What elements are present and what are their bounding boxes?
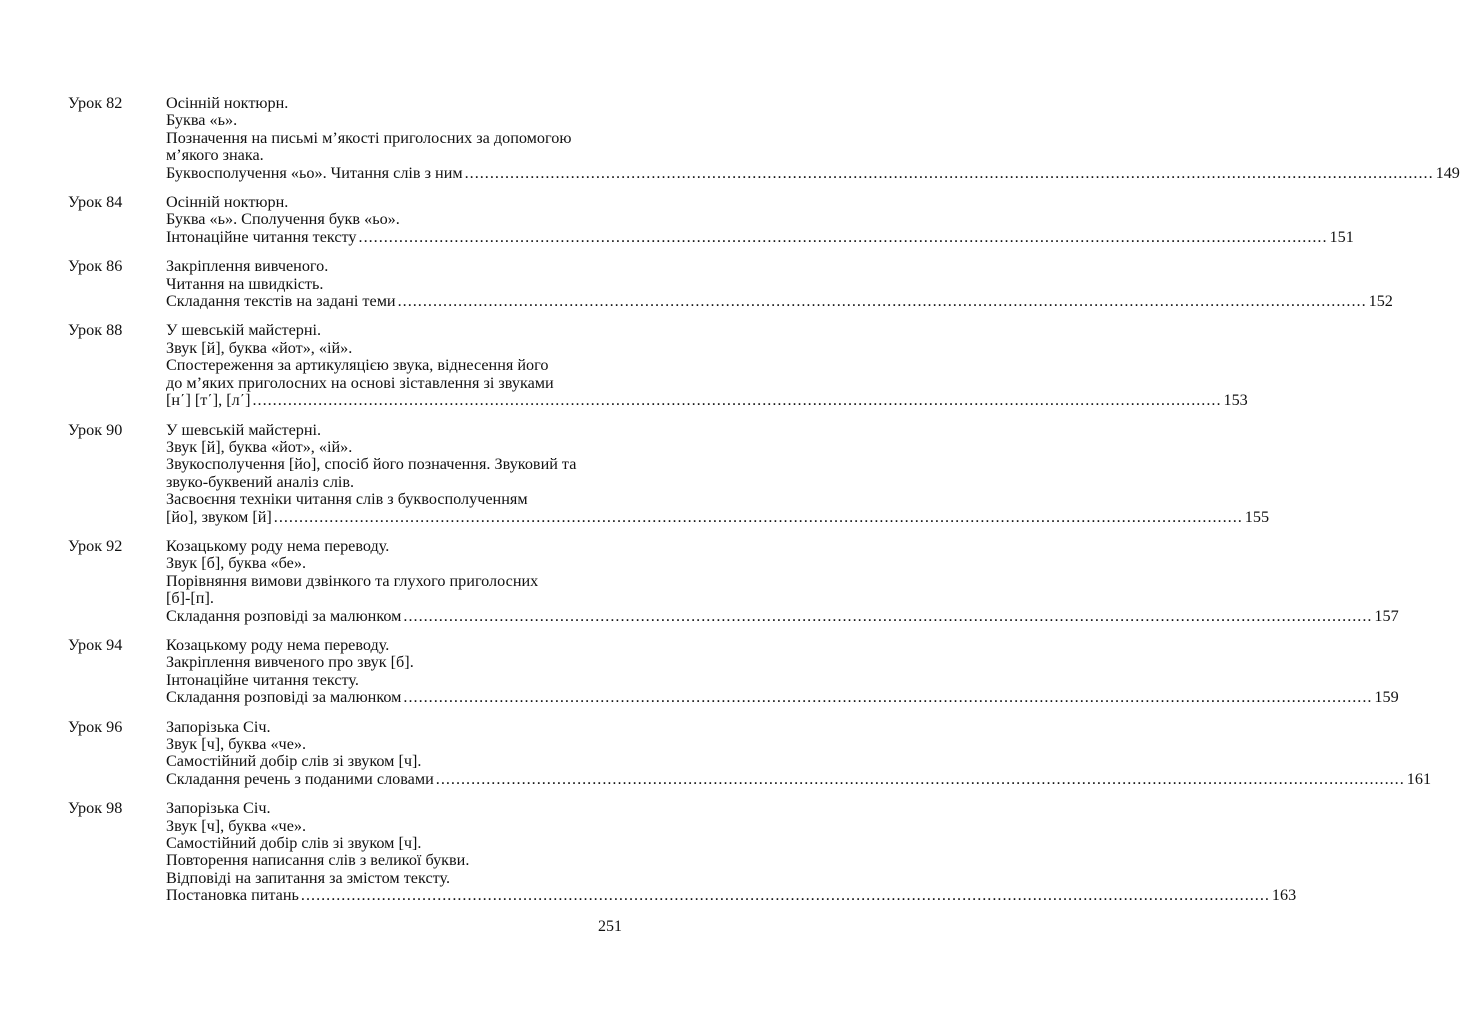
lesson-number: Урок 90	[68, 420, 123, 439]
dot-leader	[274, 509, 1243, 526]
topic-line: Буквосполучення «ьо». Читання слів з ним	[166, 163, 463, 182]
topic-line: Осінній ноктюрн.	[166, 94, 289, 112]
topic-line: Засвоєння техніки читання слів з буквосполученням	[166, 490, 528, 509]
topic-line: У шевській майстерні.	[166, 420, 322, 439]
topic-line: Порівняння вимови дзвінкого та глухого приголосних	[166, 571, 539, 590]
dot-leader	[359, 229, 1328, 246]
dot-leader	[436, 771, 1405, 788]
topic-line: Запорізька Січ.	[166, 717, 271, 736]
topic-line: Складання текстів на задані теми	[166, 292, 396, 311]
lesson-number: Урок 92	[68, 536, 123, 555]
topic-line: до м’яких приголосних на основі зіставлення зі звуками	[166, 373, 554, 392]
topic-line: Козацькому роду нема переводу.	[166, 536, 390, 555]
topic-line: [н΄] [т΄], [л΄]	[166, 391, 251, 410]
page-ref: 157	[1374, 606, 1399, 625]
topic-line: Відповіді на запитання за змістом тексту.	[166, 868, 451, 887]
topic-line: Повторення написання слів з великої букви.	[166, 851, 470, 870]
lesson-topics	[166, 258, 1393, 310]
lesson-number: Урок 94	[68, 635, 123, 654]
dot-leader	[398, 293, 1367, 310]
dot-leader	[403, 689, 1372, 706]
topic-line: Звук [б], буква «бе».	[166, 554, 306, 573]
topic-line: Звук [й], буква «йот», «ій».	[166, 338, 353, 357]
lesson-number: Урок 96	[68, 717, 123, 736]
toc-entry	[68, 420, 1270, 526]
topic-line: Самостійний добір слів зі звуком [ч].	[166, 834, 422, 853]
table-of-contents	[68, 94, 1460, 917]
topic-line: Звукосполучення [йо], спосіб його позначення. Звуковий та	[166, 455, 577, 474]
lesson-number: Урок 88	[68, 321, 123, 340]
topic-line-with-page	[166, 229, 1354, 246]
toc-entry	[68, 799, 1297, 905]
toc-entry	[68, 193, 1354, 246]
topic-line: Позначення на письмі м’якості приголосних за допомогою	[166, 128, 572, 147]
dot-leader	[301, 887, 1270, 904]
topic-line: Спостереження за артикуляцією звука, віднесення його	[166, 356, 549, 375]
page-ref: 153	[1223, 391, 1248, 410]
page-ref: 152	[1368, 292, 1393, 311]
toc-entry	[68, 717, 1432, 789]
page-ref: 161	[1406, 769, 1432, 788]
lesson-topics	[166, 637, 1399, 707]
toc-entry	[68, 536, 1399, 625]
topic-line: м’якого знака.	[166, 146, 264, 165]
page-ref: 155	[1244, 507, 1270, 526]
lesson-number: Урок 86	[68, 257, 123, 276]
dot-leader	[403, 608, 1372, 625]
lesson-topics	[166, 322, 1248, 409]
topic-line: Постановка питань	[166, 886, 299, 905]
topic-line: звуко-буквений аналіз слів.	[166, 472, 355, 491]
topic-line: Закріплення вивченого про звук [б].	[166, 653, 414, 672]
toc-entry	[68, 94, 1460, 182]
page-ref: 151	[1329, 227, 1354, 246]
toc-entry	[68, 257, 1393, 311]
lesson-number: Урок 84	[68, 193, 123, 212]
topic-line: Читання на швидкість.	[166, 274, 324, 293]
topic-line: Складання розповіді за малюнком	[166, 606, 402, 625]
lesson-topics	[166, 95, 1460, 182]
page-ref: 163	[1271, 886, 1297, 905]
topic-line: [йо], звуком [й]	[166, 507, 272, 526]
topic-line: Звук [ч], буква «че».	[166, 816, 307, 835]
dot-leader	[252, 392, 1221, 409]
toc-entry	[68, 321, 1248, 410]
topic-line: У шевській майстерні.	[166, 321, 322, 340]
topic-line: Буква «ь».	[166, 111, 238, 130]
topic-line: Козацькому роду нема переводу.	[166, 635, 390, 654]
topic-line-with-page	[166, 293, 1393, 310]
topic-line-with-page	[166, 165, 1460, 182]
topic-line: [б]-[п].	[166, 589, 214, 608]
topic-line-with-page	[166, 509, 1269, 526]
dot-leader	[465, 165, 1434, 182]
lesson-number: Урок 98	[68, 799, 123, 818]
topic-line: Буква «ь». Сполучення букв «ьо».	[166, 210, 400, 229]
topic-line: Звук [ч], буква «че».	[166, 735, 307, 753]
lesson-topics	[166, 194, 1354, 246]
topic-line-with-page	[166, 771, 1431, 788]
topic-line: Складання розповіді за малюнком	[166, 688, 402, 707]
topic-line: Інтонаційне читання тексту	[166, 227, 357, 246]
topic-line-with-page	[166, 887, 1296, 904]
topic-line: Звук [й], буква «йот», «ій».	[166, 437, 353, 456]
lesson-topics	[166, 800, 1296, 904]
topic-line-with-page	[166, 608, 1399, 625]
page-number: 251	[598, 918, 622, 935]
page-ref: 159	[1374, 688, 1399, 707]
topic-line: Закріплення вивченого.	[166, 257, 329, 276]
lesson-number: Урок 82	[68, 94, 123, 112]
lesson-topics	[166, 422, 1269, 526]
lesson-topics	[166, 719, 1431, 789]
topic-line: Запорізька Січ.	[166, 799, 271, 818]
topic-line-with-page	[166, 392, 1248, 409]
topic-line: Самостійний добір слів зі звуком [ч].	[166, 752, 422, 771]
toc-entry	[68, 635, 1399, 707]
topic-line: Складання речень з поданими словами	[166, 769, 434, 788]
lesson-topics	[166, 538, 1399, 625]
topic-line: Інтонаційне читання тексту.	[166, 670, 359, 689]
topic-line-with-page	[166, 689, 1399, 706]
topic-line: Осінній ноктюрн.	[166, 193, 289, 212]
page-ref: 149	[1435, 163, 1460, 182]
